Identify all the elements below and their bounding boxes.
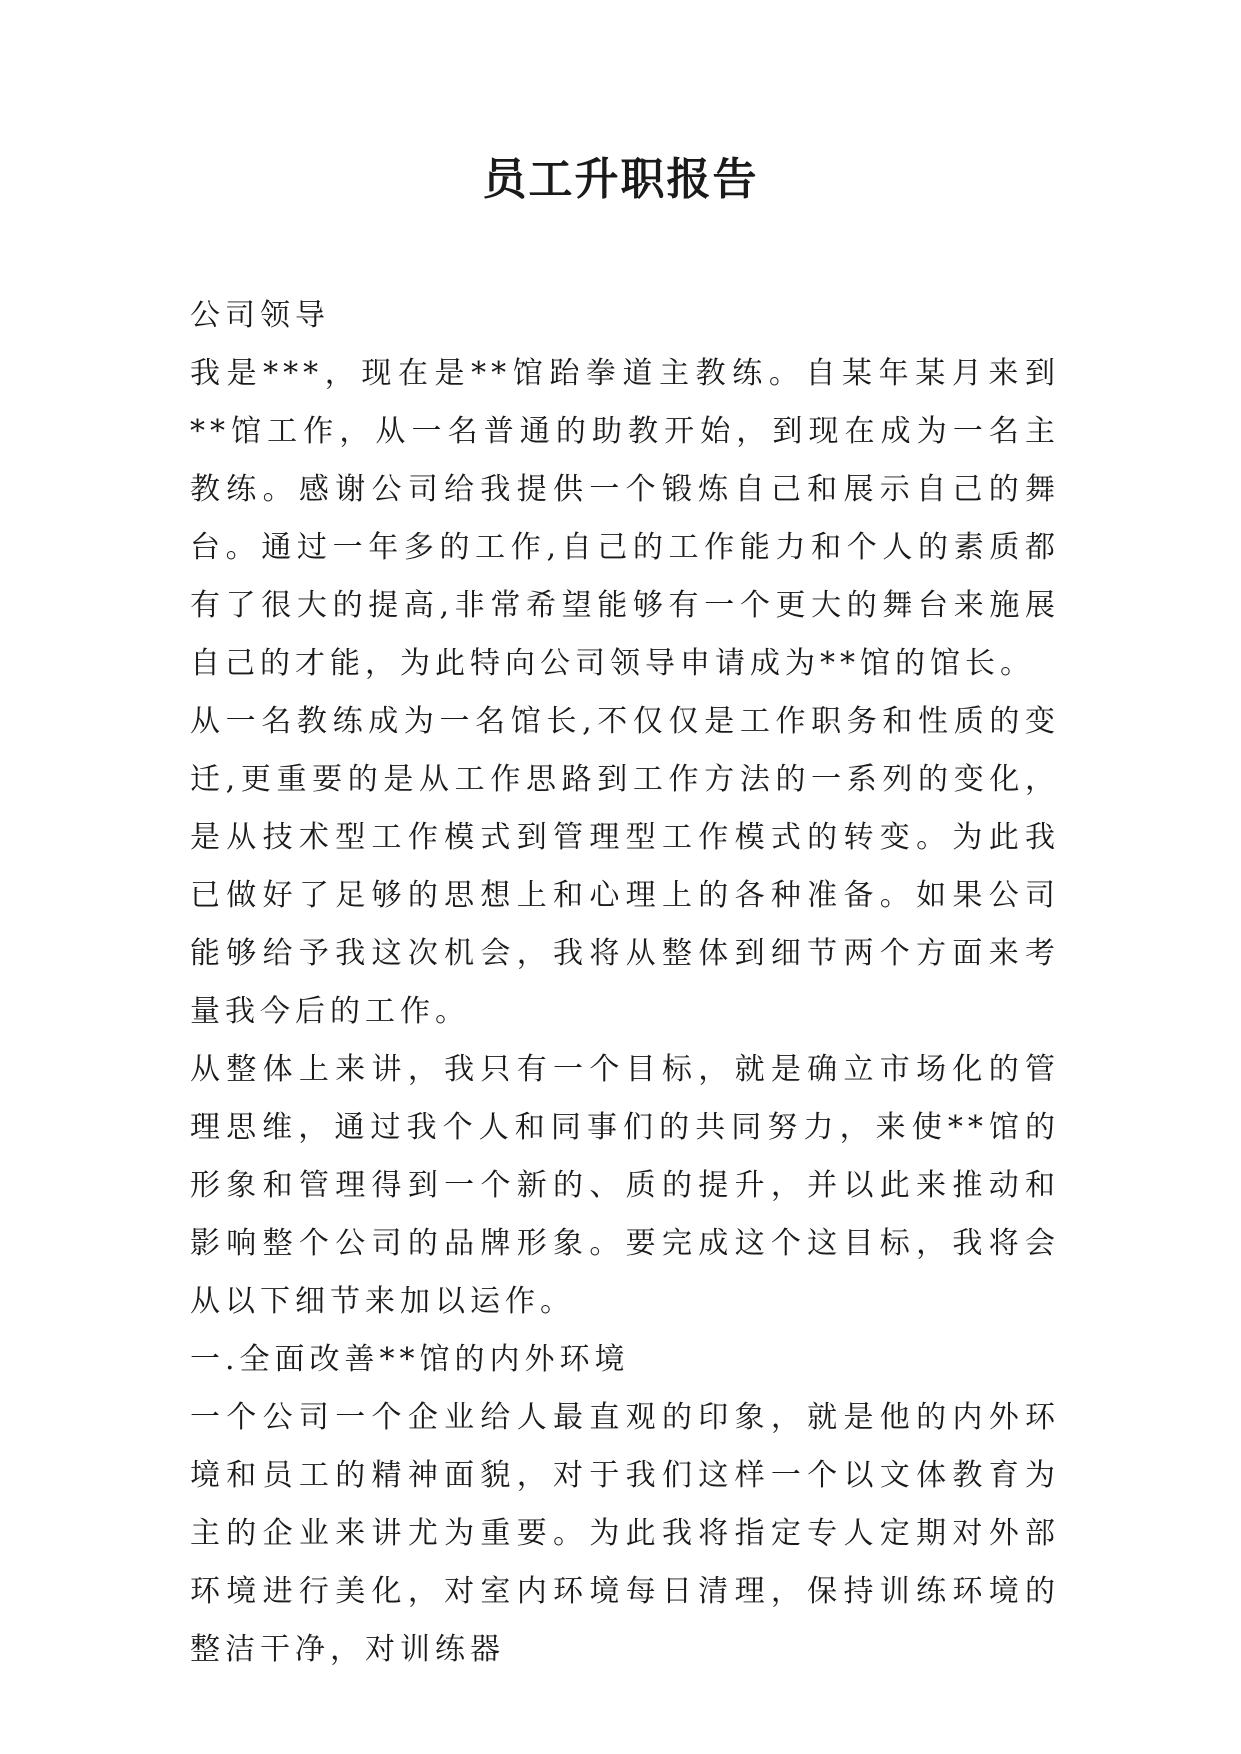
salutation: 公司领导 — [190, 298, 330, 333]
document-body — [190, 287, 1060, 1679]
paragraph-intro: 我是***，现在是**馆跆拳道主教练。自某年某月来到**馆工作，从一名普通的助教开始，到现在成为一名主教练。感谢公司给我提供一个锻炼自己和展示自己的舞台。通过一年多的工作,自己的工作能力和个人的素质都有了很大的提高,非常希望能够有一个更大的舞台来施展自己的才能，为此特向公司领导申请成为**馆的馆长。 — [190, 356, 1060, 681]
document-title: 员工升职报告 — [482, 154, 759, 205]
paragraph-goal: 从整体上来讲，我只有一个目标，就是确立市场化的管理思维，通过我个人和同事们的共同努力，来使**馆的形象和管理得到一个新的、质的提升，并以此来推动和影响整个公司的品牌形象。要完成这个这目标，我将会从以下细节来加以运作。 — [190, 1052, 1060, 1319]
section-heading: 一.全面改善**馆的内外环境 — [190, 1342, 630, 1377]
paragraph-transition: 从一名教练成为一名馆长,不仅仅是工作职务和性质的变迁,更重要的是从工作思路到工作方法的一系列的变化，是从技术型工作模式到管理型工作模式的转变。为此我已做好了足够的思想上和心理上的各种准备。如果公司能够给予我这次机会，我将从整体到细节两个方面来考量我今后的工作。 — [190, 704, 1060, 1029]
paragraph-environment: 一个公司一个企业给人最直观的印象，就是他的内外环境和员工的精神面貌，对于我们这样一个以文体教育为主的企业来讲尤为重要。为此我将指定专人定期对外部环境进行美化，对室内环境每日清理，保持训练环境的整洁干净，对训练器 — [190, 1400, 1060, 1667]
